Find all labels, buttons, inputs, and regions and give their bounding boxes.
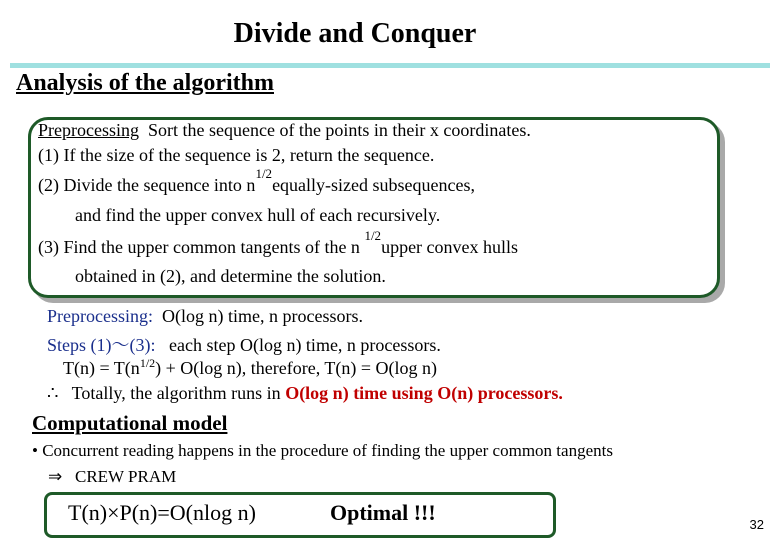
model-bullet: • Concurrent reading happens in the procedure of finding the upper common tangents	[32, 441, 613, 460]
step-2-continuation: and find the upper convex hull of each recursively.	[75, 205, 441, 225]
step-3-text-b: upper convex hulls	[381, 237, 519, 257]
section-heading-model: Computational model	[32, 411, 228, 435]
step-3-exponent: 1/2	[364, 228, 382, 243]
cost-steps-line	[47, 331, 441, 357]
step-2-text-b: equally-sized subsequences,	[272, 175, 475, 195]
model-implies-line	[48, 467, 176, 487]
preprocessing-line	[38, 120, 531, 141]
implies-symbol: ⇒	[48, 467, 63, 486]
recurrence-text-b: ) + O(log n), therefore, T(n) = O(log n)	[155, 358, 438, 378]
step-3-text-a: (3) Find the upper common tangents of the n	[38, 237, 360, 257]
preprocessing-label: Preprocessing	[38, 120, 139, 140]
section-heading-analysis: Analysis of the algorithm	[16, 70, 274, 96]
step-2-text-a: (2) Divide the sequence into n	[38, 175, 256, 195]
preprocessing-text: Sort the sequence of the points in their x coordinates.	[147, 120, 531, 140]
cost-preprocessing-text: O(log n) time, n processors.	[161, 306, 363, 326]
page-number: 32	[749, 517, 764, 532]
slide-title: Divide and Conquer	[233, 18, 477, 49]
title-divider	[10, 63, 770, 68]
total-cost-highlight: O(log n) time using O(n) processors.	[285, 383, 563, 403]
total-cost-text: Totally, the algorithm runs in	[71, 383, 286, 403]
work-formula: T(n)×P(n)=O(nlog n)	[68, 500, 256, 525]
step-2-line	[38, 166, 475, 196]
step-3-continuation: obtained in (2), and determine the solution.	[75, 266, 386, 286]
total-cost-line	[47, 383, 563, 404]
optimal-verdict: Optimal !!!	[330, 500, 436, 525]
cost-preprocessing-line	[47, 306, 363, 327]
cost-steps-text: each step O(log n) time, n processors.	[168, 335, 441, 355]
step-1-line: (1) If the size of the sequence is 2, return the sequence.	[38, 145, 435, 165]
step-2-exponent: 1/2	[255, 166, 273, 181]
recurrence-exponent: 1/2	[139, 356, 156, 370]
cost-steps-label: Steps (1)～(3):	[47, 335, 156, 355]
therefore-symbol: ∴	[47, 383, 59, 403]
implies-text: CREW PRAM	[75, 467, 177, 486]
cost-preprocessing-label: Preprocessing:	[47, 306, 153, 326]
step-3-line	[38, 228, 519, 258]
recurrence-text-a: T(n) = T(n	[63, 358, 140, 378]
recurrence-line	[63, 356, 437, 379]
